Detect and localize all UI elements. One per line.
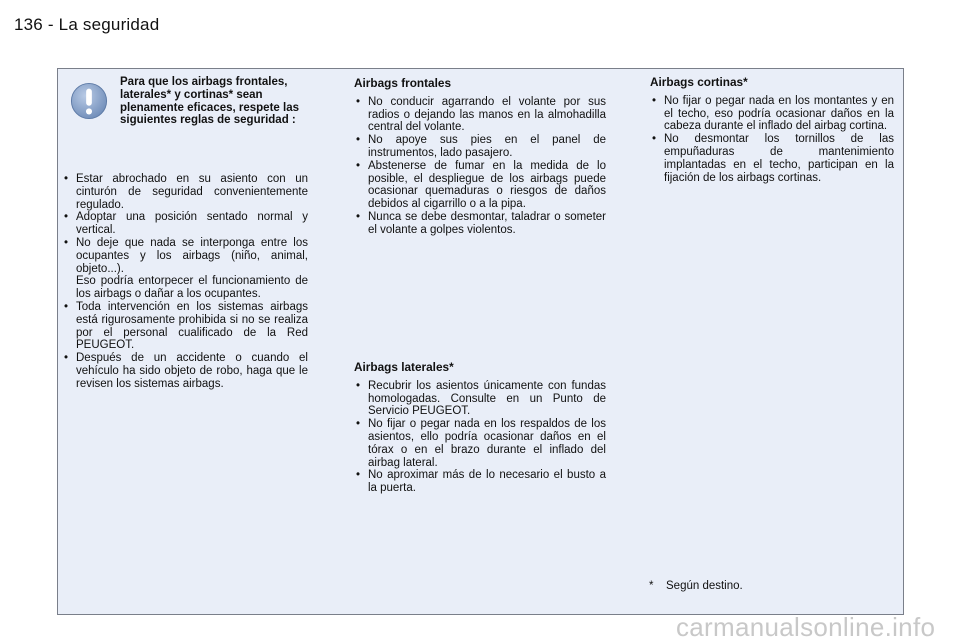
list-item: • Toda intervención en los sistemas airbags está rigurosamente prohibida si no se realiza por el personal cualificado de la Red PEUGEOT. — [62, 301, 308, 352]
footnote — [649, 580, 743, 592]
list-item: • Nunca se debe desmontar, taladrar o someter el volante a golpes violentos. — [354, 211, 606, 237]
lateral-airbags-section — [354, 361, 606, 495]
page-title: 136 - La seguridad — [14, 15, 160, 34]
general-rules-note: Eso podría entorpecer el funcionamiento de los airbags o dañar a los ocupantes. — [76, 275, 308, 301]
footnote-text: Según destino. — [666, 580, 743, 592]
intro-text: Para que los airbags frontales, laterales* y cortinas* sean plenamente eficaces, respete las siguientes reglas de seguridad : — [120, 76, 299, 127]
list-item: • No deje que nada se interponga entre los ocupantes y los airbags (niño, animal, objeto...). — [62, 237, 308, 275]
list-item: • No aproximar más de lo necesario el busto a la puerta. — [354, 469, 606, 495]
curtain-heading: Airbags cortinas* — [650, 75, 748, 89]
general-rules-list — [62, 173, 308, 275]
frontal-heading: Airbags frontales — [354, 76, 452, 90]
list-item: • Adoptar una posición sentado normal y vertical. — [62, 211, 308, 237]
footnote-marker: * — [649, 580, 654, 592]
list-item: • No apoye sus pies en el panel de instrumentos, lado pasajero. — [354, 134, 606, 160]
list-item: • Después de un accidente o cuando el vehículo ha sido objeto de robo, haga que le revisen los sistemas airbags. — [62, 352, 308, 390]
frontal-list — [354, 96, 606, 237]
list-item: • No conducir agarrando el volante por sus radios o dejando las manos en la almohadilla central del volante. — [354, 96, 606, 134]
frontal-airbags-section — [354, 77, 606, 237]
general-rules-list-cont — [62, 301, 308, 391]
list-item: • No fijar o pegar nada en los respaldos de los asientos, ello podría ocasionar daños en el tórax o en el brazo durante el inflado del airbag lateral. — [354, 418, 606, 469]
curtain-airbags-section — [650, 76, 894, 184]
lateral-list — [354, 380, 606, 495]
watermark: carmanualsonline.info — [676, 612, 936, 640]
list-item: • Estar abrochado en su asiento con un cinturón de seguridad convenientemente regulado. — [62, 173, 308, 211]
list-item: • Recubrir los asientos únicamente con fundas homologadas. Consulte en un Punto de Servicio PEUGEOT. — [354, 380, 606, 418]
exclamation-icon — [70, 82, 108, 120]
general-rules-column — [62, 173, 308, 391]
list-item: • Abstenerse de fumar en la medida de lo posible, el despliegue de los airbags puede ocasionar quemaduras o riesgos de daños debidos al cigarrillo o a la pipa. — [354, 160, 606, 211]
curtain-list — [650, 95, 894, 185]
list-item: • No desmontar los tornillos de las empuñaduras de mantenimiento implantadas en el techo, participan en la fijación de los airbags cortinas. — [650, 133, 894, 184]
list-item: • No fijar o pegar nada en los montantes y en el techo, eso podría ocasionar daños en la cabeza durante el inflado del airbag cortina. — [650, 95, 894, 133]
lateral-heading: Airbags laterales* — [354, 360, 454, 374]
